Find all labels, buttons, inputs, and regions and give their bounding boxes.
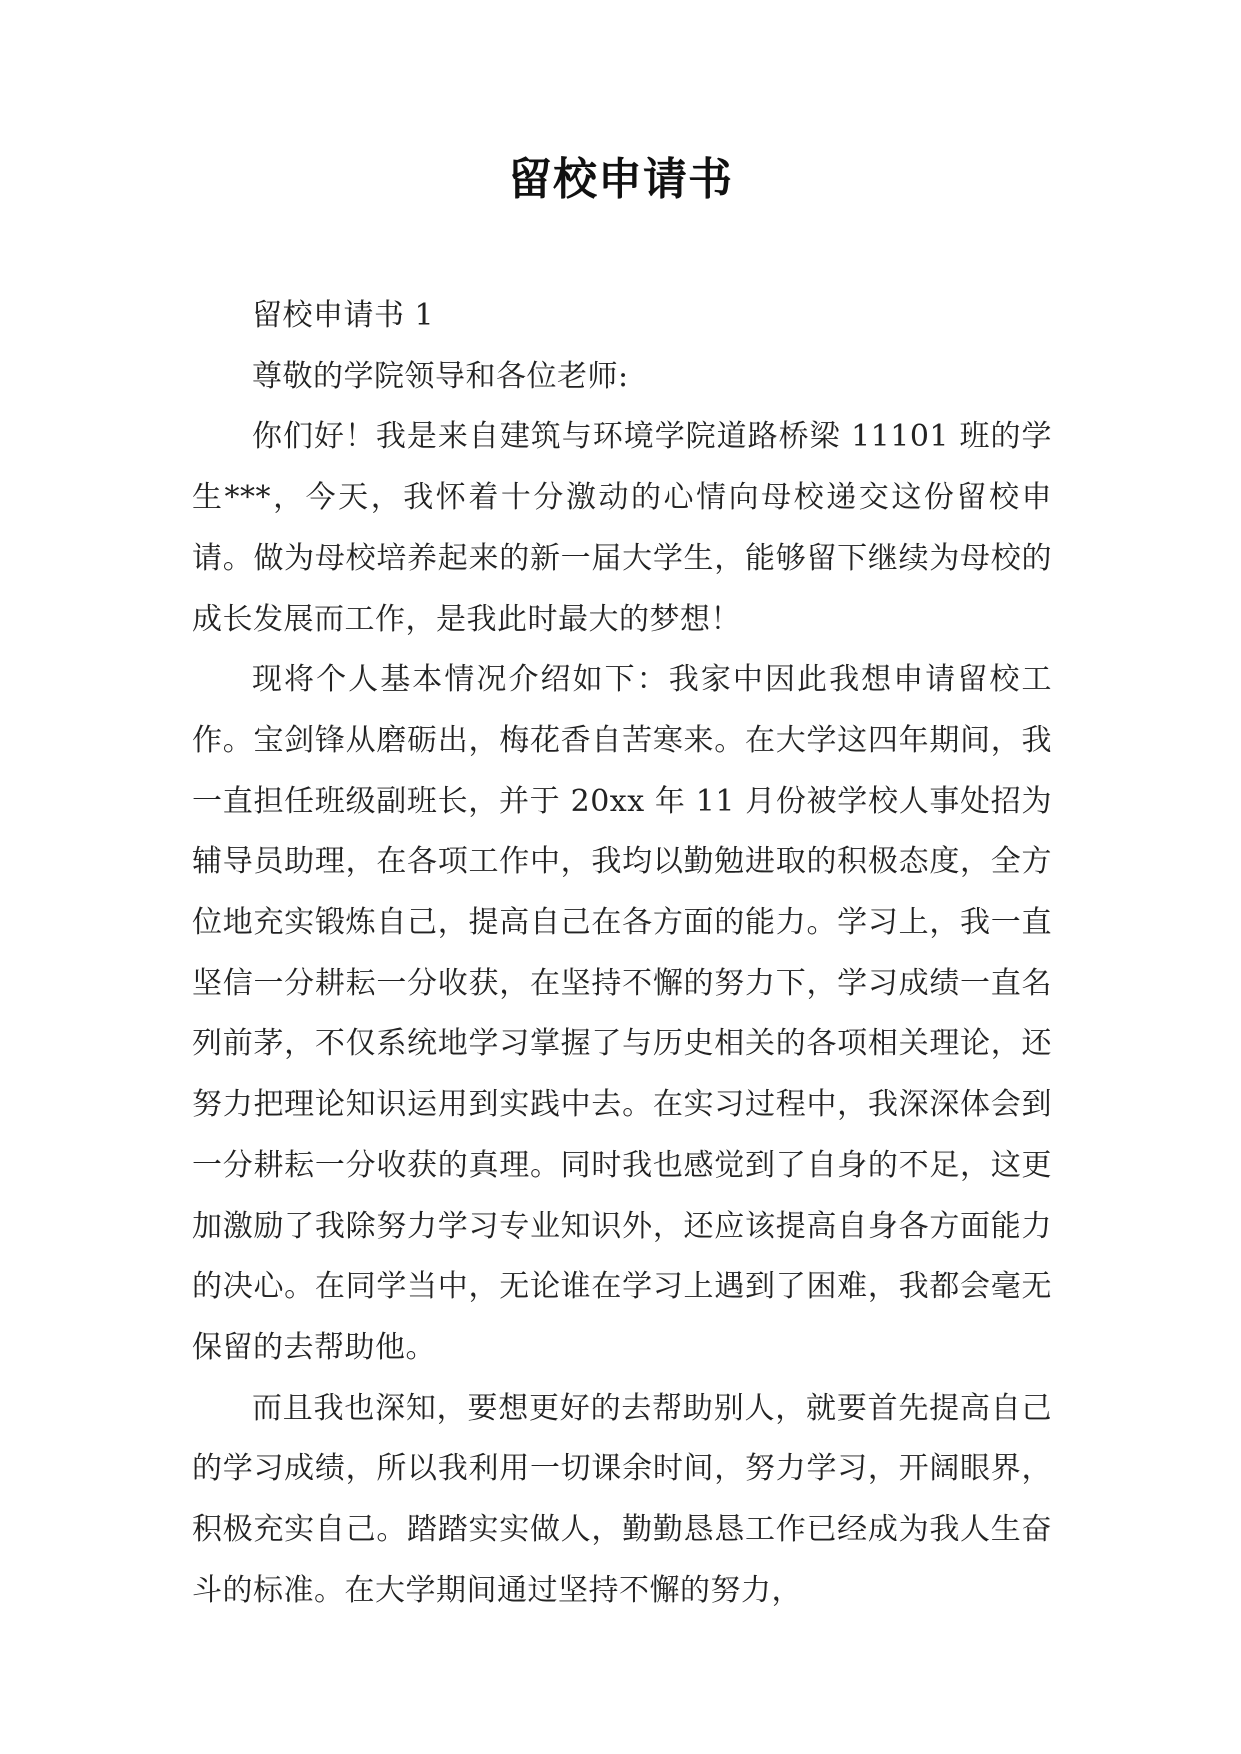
paragraph-self-improvement: 而且我也深知，要想更好的去帮助别人，就要首先提高自己的学习成绩，所以我利用一切课余时间，努力学习，开阔眼界，积极充实自己。踏踏实实做人，勤勤恳恳工作已经成为我人生奋斗的标准。在大学期间通过坚持不懈的努力， <box>192 1390 1052 1608</box>
paragraph-greeting-intro: 你们好！我是来自建筑与环境学院道路桥梁 11101 班的学生***，今天，我怀着十分激动的心情向母校递交这份留校申请。做为母校培养起来的新一届大学生，能够留下继续为母校的成长发展而工作，是我此时最大的梦想！ <box>192 419 1052 637</box>
paragraph-personal-background: 现将个人基本情况介绍如下：我家中因此我想申请留校工作。宝剑锋从磨砺出，梅花香自苦寒来。在大学这四年期间，我一直担任班级副班长，并于 20xx 年 11 月份被学校人事处招为辅导员助理，在各项工作中，我均以勤勉进取的积极态度，全方位地充实锻炼自己，提高自己在各方面的能力。学习上，我一直坚信一分耕耘一分收获，在坚持不懈的努力下，学习成绩一直名列前茅，不仅系统地学习掌握了与历史相关的各项相关理论，还努力把理论知识运用到实践中去。在实习过程中，我深深体会到一分耕耘一分收获的真理。同时我也感觉到了自身的不足，这更加激励了我除努力学习专业知识外，还应该提高自身各方面能力的决心。在同学当中，无论谁在学习上遇到了困难，我都会毫无保留的去帮助他。 <box>192 662 1052 1365</box>
paragraph-section-heading: 留校申请书 1 <box>252 298 435 333</box>
document-title: 留校申请书 <box>508 154 733 205</box>
document-body <box>192 286 1052 1621</box>
paragraph-salutation: 尊敬的学院领导和各位老师: <box>252 358 629 394</box>
